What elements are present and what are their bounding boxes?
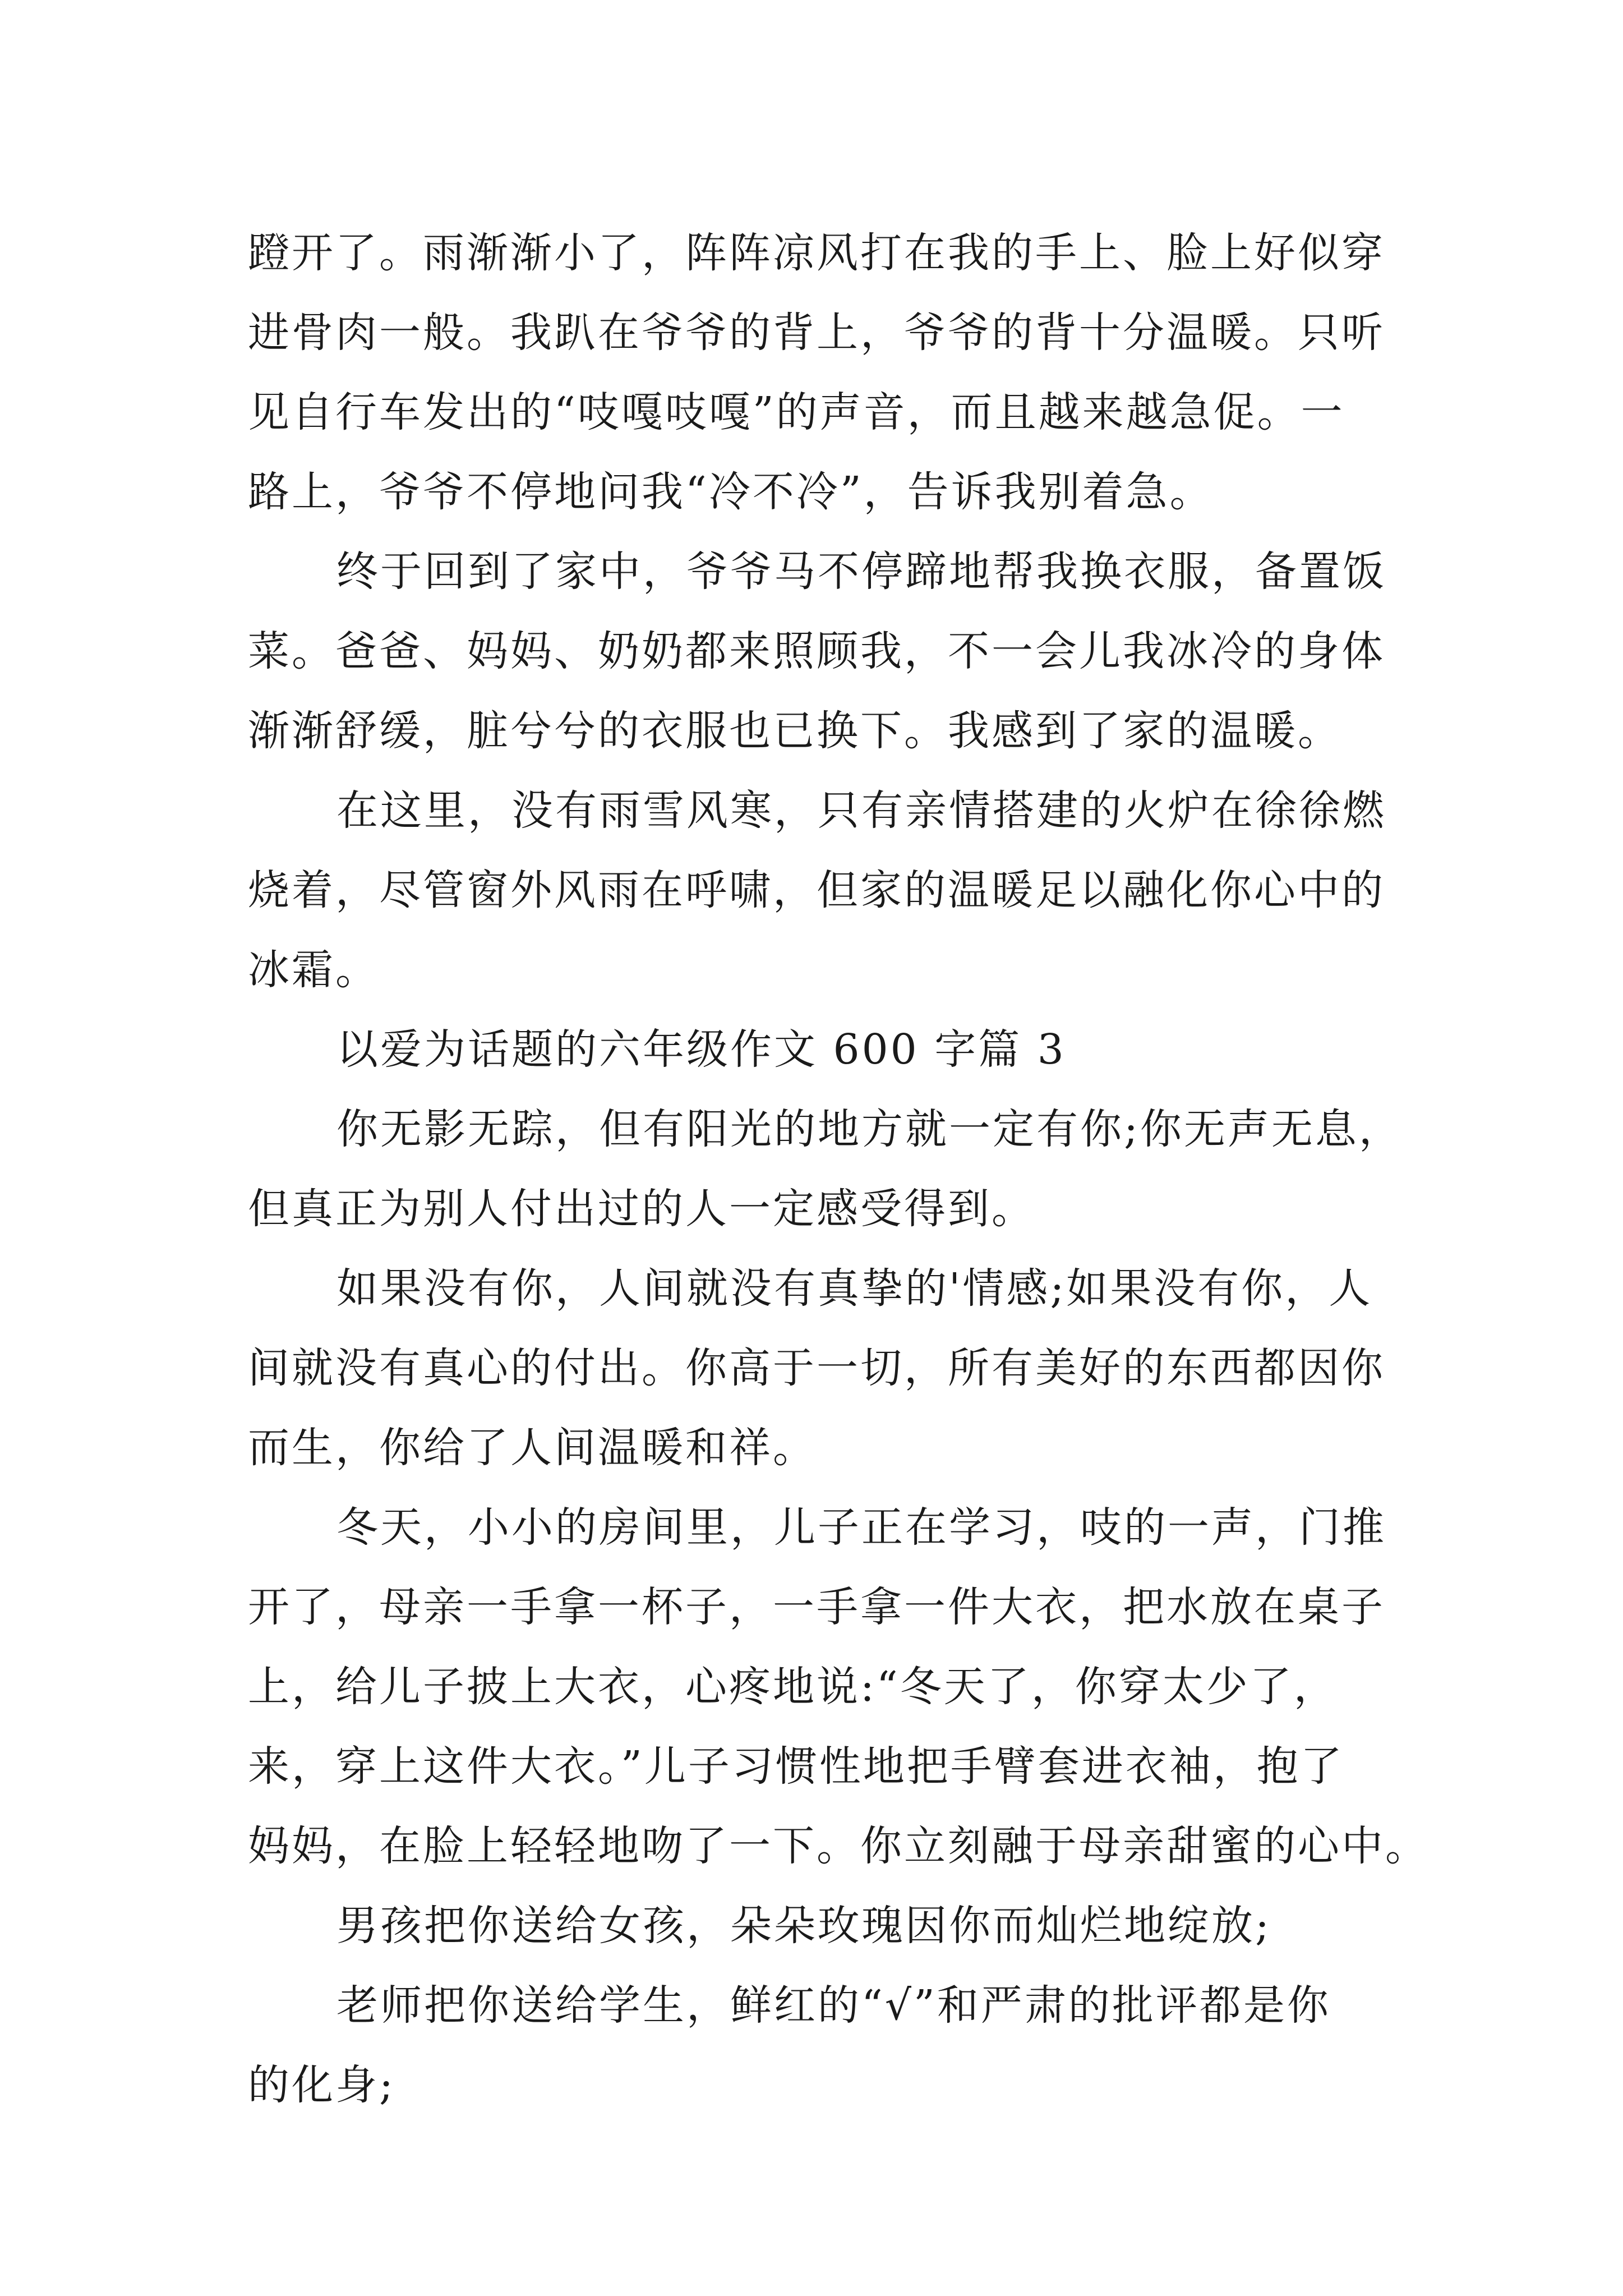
text-line: 开了，母亲一手拿一杯子，一手拿一件大衣，把水放在桌子 — [248, 1583, 1385, 1631]
section-heading: 以爱为话题的六年级作文 600 字篇 3 — [336, 1025, 1066, 1074]
text-line: 冬天，小小的房间里，儿子正在学习，吱的一声，门推 — [336, 1503, 1386, 1552]
text-line: 终于回到了家中，爷爷马不停蹄地帮我换衣服，备置饭 — [336, 547, 1386, 596]
text-line: 上，给儿子披上大衣，心疼地说:“冬天了，你穿太少了， — [248, 1663, 1338, 1711]
text-line: 菜。爸爸、妈妈、奶奶都来照顾我，不一会儿我冰冷的身体 — [248, 627, 1385, 675]
text-line: 进骨肉一般。我趴在爷爷的背上，爷爷的背十分温暖。只听 — [248, 309, 1385, 357]
text-line: 而生，你给了人间温暖和祥。 — [248, 1424, 817, 1472]
text-line: 老师把你送给学生，鲜红的“√”和严肃的批评都是你 — [336, 1981, 1331, 2030]
text-line: 烧着，尽管窗外风雨在呼啸，但家的温暖足以融化你心中的 — [248, 866, 1385, 914]
text-line: 来，穿上这件大衣。”儿子习惯性地把手臂套进衣袖，抱了 — [248, 1742, 1344, 1791]
text-line: 妈妈，在脸上轻轻地吻了一下。你立刻融于母亲甜蜜的心中。 — [248, 1822, 1429, 1870]
text-line: 间就没有真心的付出。你高于一切，所有美好的东西都因你 — [248, 1344, 1385, 1392]
document-body — [248, 213, 1429, 2125]
text-line: 渐渐舒缓，脏兮兮的衣服也已换下。我感到了家的温暖。 — [248, 707, 1341, 755]
text-line: 冰霜。 — [248, 946, 379, 994]
text-line: 如果没有你，人间就没有真挚的'情感;如果没有你，人 — [336, 1264, 1373, 1313]
text-line: 但真正为别人付出过的人一定感受得到。 — [248, 1185, 1035, 1233]
text-line: 见自行车发出的“吱嘎吱嘎”的声音，而且越来越急促。一 — [248, 388, 1345, 436]
text-line: 你无影无踪，但有阳光的地方就一定有你;你无声无息， — [336, 1105, 1403, 1153]
text-line: 蹬开了。雨渐渐小了，阵阵凉风打在我的手上、脸上好似穿 — [248, 229, 1385, 277]
text-line: 在这里，没有雨雪风寒，只有亲情搭建的火炉在徐徐燃 — [336, 786, 1386, 835]
text-line: 路上，爷爷不停地问我“冷不冷”，告诉我别着急。 — [248, 468, 1214, 516]
text-line: 的化身; — [248, 2061, 395, 2109]
text-line: 男孩把你送给女孩，朵朵玫瑰因你而灿烂地绽放; — [336, 1902, 1271, 1950]
